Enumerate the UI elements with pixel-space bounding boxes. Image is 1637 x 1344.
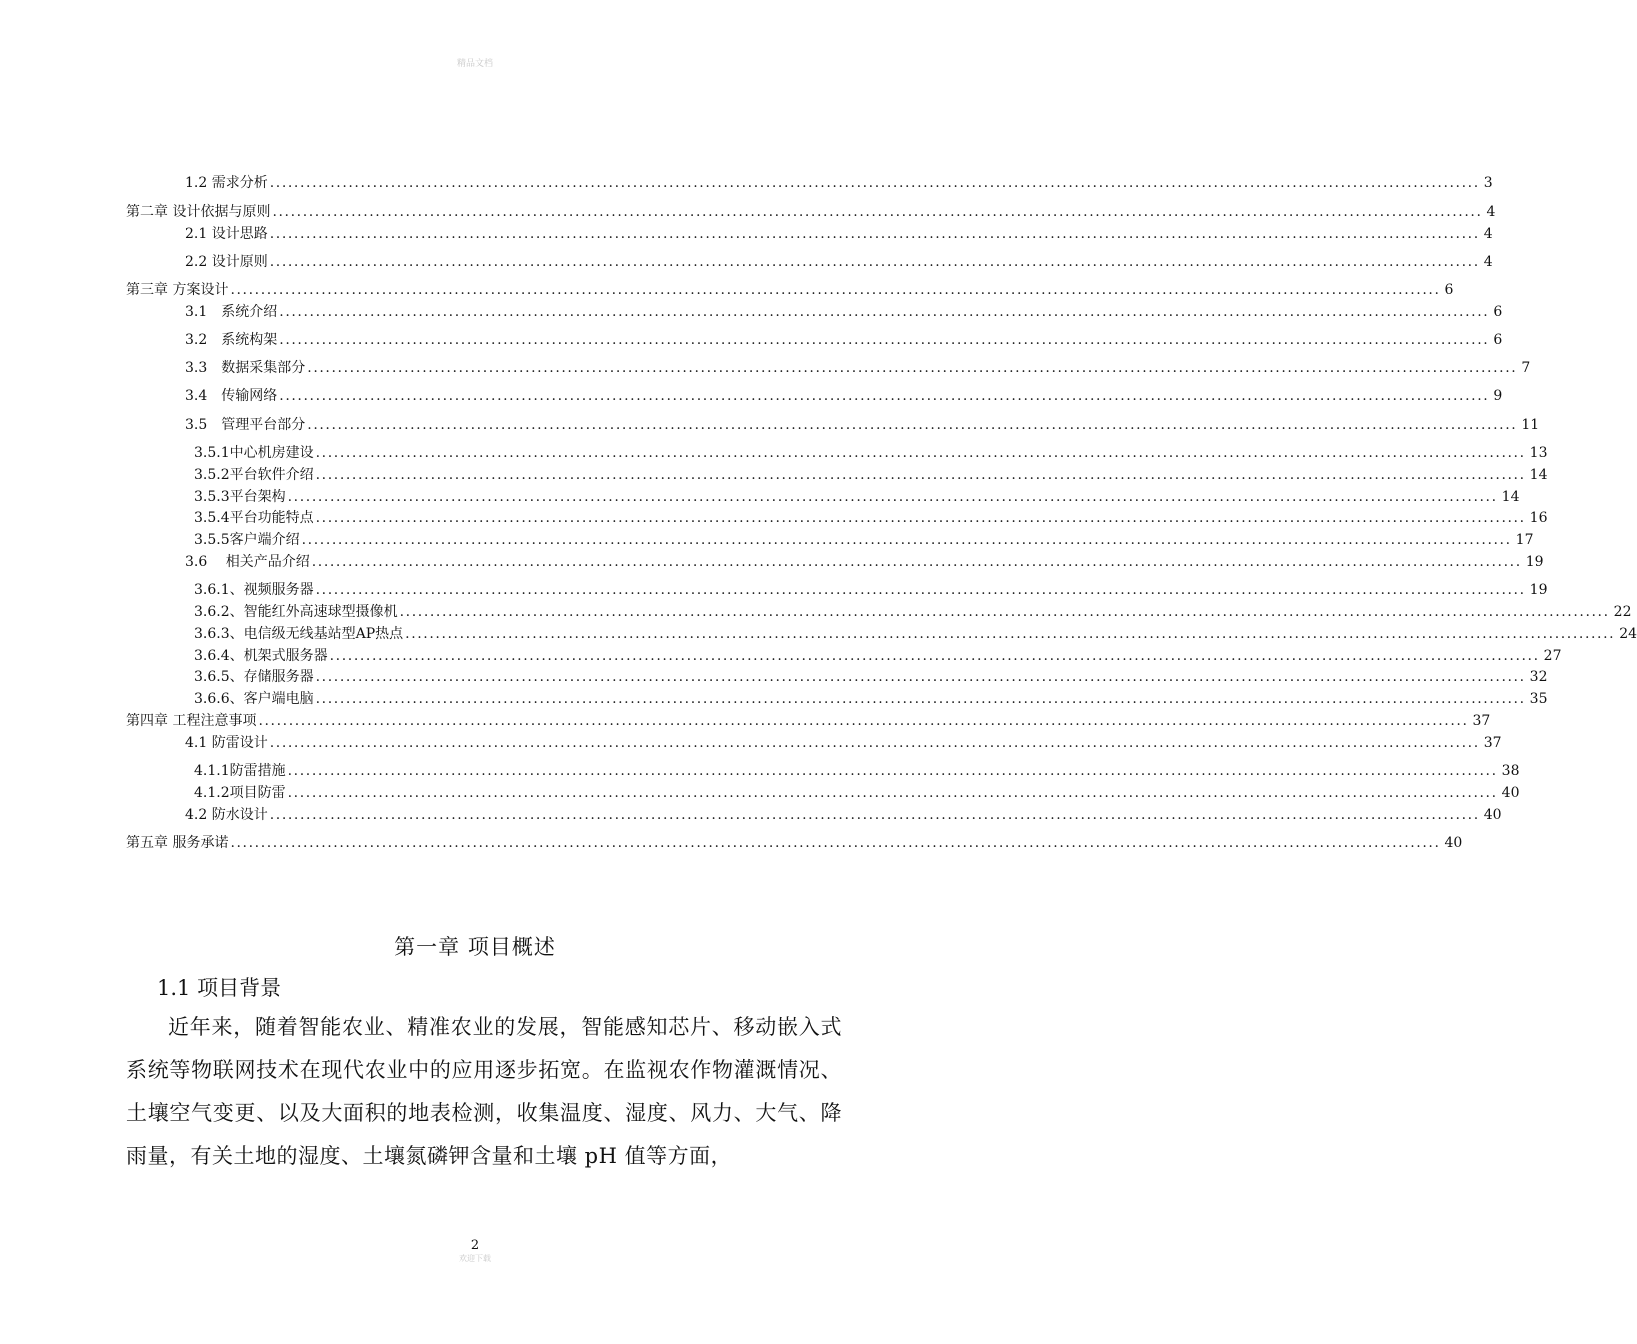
toc-entry[interactable] (185, 172, 1493, 192)
toc-entry-label: 3.6.2、智能红外高速球型摄像机 (194, 604, 398, 620)
toc-entry[interactable] (194, 760, 1520, 780)
toc-entry-label: 第四章 工程注意事项 (126, 713, 257, 729)
toc-entry[interactable] (185, 385, 1503, 405)
toc-entry-label: 3.1 系统介绍 (185, 304, 278, 320)
toc-entry-page: 19 (1525, 554, 1544, 570)
toc-entry-label: 4.1 防雷设计 (185, 735, 268, 751)
toc-entry[interactable] (126, 710, 1491, 730)
toc-entry[interactable] (194, 442, 1548, 462)
toc-entry-page: 40 (1483, 807, 1502, 823)
toc-dot-leader: ........................................................................................................................................................................................................ (230, 835, 1441, 851)
toc-entry-page: 37 (1472, 713, 1491, 729)
toc-entry-page: 9 (1493, 388, 1503, 404)
toc-entry-label: 3.6.6、客户端电脑 (194, 691, 314, 707)
toc-dot-leader: ........................................................................................................................................................................................................ (315, 582, 1526, 598)
toc-entry-label: 3.5.5客户端介绍 (194, 532, 300, 548)
toc-entry-page: 3 (1483, 175, 1493, 191)
toc-entry-label: 1.2 需求分析 (185, 175, 268, 191)
toc-entry[interactable] (194, 579, 1548, 599)
toc-dot-leader: ........................................................................................................................................................................................................ (329, 648, 1540, 664)
toc-entry-page: 38 (1501, 763, 1520, 779)
toc-dot-leader: ........................................................................................................................................................................................................ (258, 713, 1469, 729)
toc-entry[interactable] (194, 623, 1637, 643)
toc-dot-leader: ........................................................................................................................................................................................................ (315, 691, 1526, 707)
toc-dot-leader: ........................................................................................................................................................................................................ (269, 735, 1480, 751)
toc-entry-page: 40 (1501, 785, 1520, 801)
toc-entry[interactable] (194, 645, 1562, 665)
toc-dot-leader: ........................................................................................................................................................................................................ (399, 604, 1610, 620)
toc-dot-leader: ........................................................................................................................................................................................................ (301, 532, 1512, 548)
toc-entry[interactable] (194, 464, 1548, 484)
toc-dot-leader: ........................................................................................................................................................................................................ (279, 304, 1490, 320)
toc-dot-leader: ........................................................................................................................................................................................................ (279, 332, 1490, 348)
toc-entry[interactable] (194, 688, 1548, 708)
toc-entry[interactable] (185, 414, 1540, 434)
toc-entry-page: 14 (1501, 489, 1520, 505)
toc-entry[interactable] (185, 329, 1503, 349)
toc-dot-leader: ........................................................................................................................................................................................................ (405, 626, 1616, 642)
toc-entry[interactable] (185, 223, 1493, 243)
toc-entry[interactable] (126, 832, 1463, 852)
toc-entry-page: 17 (1515, 532, 1534, 548)
toc-entry-page: 24 (1619, 626, 1637, 642)
toc-entry-label: 4.1.2项目防雷 (194, 785, 286, 801)
toc-entry[interactable] (185, 301, 1503, 321)
watermark-top: 精品文档 (456, 59, 493, 69)
toc-entry-page: 35 (1529, 691, 1548, 707)
toc-entry-page: 4 (1483, 226, 1493, 242)
toc-entry-label: 第五章 服务承诺 (126, 835, 229, 851)
toc-entry[interactable] (194, 486, 1520, 506)
toc-entry-label: 3.6.4、机架式服务器 (194, 648, 328, 664)
toc-entry-label: 4.1.1防雷措施 (194, 763, 286, 779)
toc-entry[interactable] (194, 529, 1534, 549)
toc-dot-leader: ........................................................................................................................................................................................................ (279, 388, 1490, 404)
toc-dot-leader: ........................................................................................................................................................................................................ (269, 254, 1480, 270)
toc-dot-leader: ........................................................................................................................................................................................................ (311, 554, 1522, 570)
toc-dot-leader: ........................................................................................................................................................................................................ (287, 763, 1498, 779)
toc-dot-leader: ........................................................................................................................................................................................................ (269, 175, 1480, 191)
toc-dot-leader: ........................................................................................................................................................................................................ (307, 360, 1518, 376)
toc-entry-label: 3.6.1、视频服务器 (194, 582, 314, 598)
toc-entry-page: 40 (1444, 835, 1463, 851)
toc-entry-page: 27 (1543, 648, 1562, 664)
toc-dot-leader: ........................................................................................................................................................................................................ (272, 204, 1483, 220)
toc-entry-label: 3.6.3、电信级无线基站型AP热点 (194, 626, 404, 642)
toc-entry-page: 4 (1486, 204, 1496, 220)
toc-dot-leader: ........................................................................................................................................................................................................ (230, 282, 1441, 298)
toc-entry-label: 3.5.2平台软件介绍 (194, 467, 314, 483)
toc-dot-leader: ........................................................................................................................................................................................................ (269, 226, 1480, 242)
toc-entry-label: 3.6 相关产品介绍 (185, 554, 310, 570)
toc-dot-leader: ........................................................................................................................................................................................................ (287, 785, 1498, 801)
toc-dot-leader: ........................................................................................................................................................................................................ (315, 445, 1526, 461)
toc-dot-leader: ........................................................................................................................................................................................................ (315, 510, 1526, 526)
section-title: 1.1 项目背景 (157, 976, 282, 1000)
toc-dot-leader: ........................................................................................................................................................................................................ (307, 417, 1518, 433)
chapter-title: 第一章 项目概述 (394, 935, 556, 959)
toc-entry[interactable] (185, 732, 1502, 752)
toc-entry-label: 4.2 防水设计 (185, 807, 268, 823)
toc-dot-leader: ........................................................................................................................................................................................................ (315, 467, 1526, 483)
toc-entry[interactable] (185, 357, 1531, 377)
toc-entry-label: 3.5.3平台架构 (194, 489, 286, 505)
toc-entry-page: 6 (1493, 304, 1503, 320)
toc-entry-label: 3.4 传输网络 (185, 388, 278, 404)
toc-entry[interactable] (194, 601, 1632, 621)
toc-entry[interactable] (126, 279, 1454, 299)
toc-entry[interactable] (185, 251, 1493, 271)
toc-entry-page: 6 (1493, 332, 1503, 348)
toc-entry[interactable] (194, 782, 1520, 802)
toc-entry-label: 3.2 系统构架 (185, 332, 278, 348)
toc-entry-label: 3.5 管理平台部分 (185, 417, 306, 433)
toc-entry-label: 3.5.1中心机房建设 (194, 445, 314, 461)
toc-entry-label: 3.3 数据采集部分 (185, 360, 306, 376)
toc-entry-label: 2.1 设计思路 (185, 226, 268, 242)
toc-entry-label: 第二章 设计依据与原则 (126, 204, 271, 220)
toc-entry-label: 2.2 设计原则 (185, 254, 268, 270)
toc-entry[interactable] (194, 507, 1548, 527)
toc-entry-page: 7 (1521, 360, 1531, 376)
toc-dot-leader: ........................................................................................................................................................................................................ (315, 669, 1526, 685)
toc-entry-page: 13 (1529, 445, 1548, 461)
toc-entry-page: 16 (1529, 510, 1548, 526)
toc-entry-page: 11 (1521, 417, 1540, 433)
toc-entry-page: 37 (1483, 735, 1502, 751)
watermark-bottom: 欢迎下载 (459, 1254, 491, 1263)
page-number: 2 (470, 1238, 480, 1253)
toc-entry-page: 32 (1529, 669, 1548, 685)
body-paragraph: 近年来，随着智能农业、精准农业的发展，智能感知芯片、移动嵌入式系统等物联网技术在现代农业中的应用逐步拓宽。在监视农作物灌溉情况、土壤空气变更、以及大面积的地表检测，收集温度、湿度、风力、大气、降雨量，有关土地的湿度、土壤氮磷钾含量和土壤 pH 值等方面， (126, 1015, 842, 1168)
toc-entry[interactable] (185, 551, 1544, 571)
toc-entry-label: 3.5.4平台功能特点 (194, 510, 314, 526)
toc-entry[interactable] (185, 804, 1502, 824)
toc-entry-label: 第三章 方案设计 (126, 282, 229, 298)
toc-entry-page: 6 (1444, 282, 1454, 298)
toc-entry[interactable] (126, 201, 1496, 221)
toc-entry-page: 22 (1613, 604, 1632, 620)
toc-entry-label: 3.6.5、存储服务器 (194, 669, 314, 685)
toc-dot-leader: ........................................................................................................................................................................................................ (287, 489, 1498, 505)
toc-entry-page: 14 (1529, 467, 1548, 483)
toc-entry[interactable] (194, 666, 1548, 686)
toc-entry-page: 19 (1529, 582, 1548, 598)
toc-dot-leader: ........................................................................................................................................................................................................ (269, 807, 1480, 823)
toc-entry-page: 4 (1483, 254, 1493, 270)
